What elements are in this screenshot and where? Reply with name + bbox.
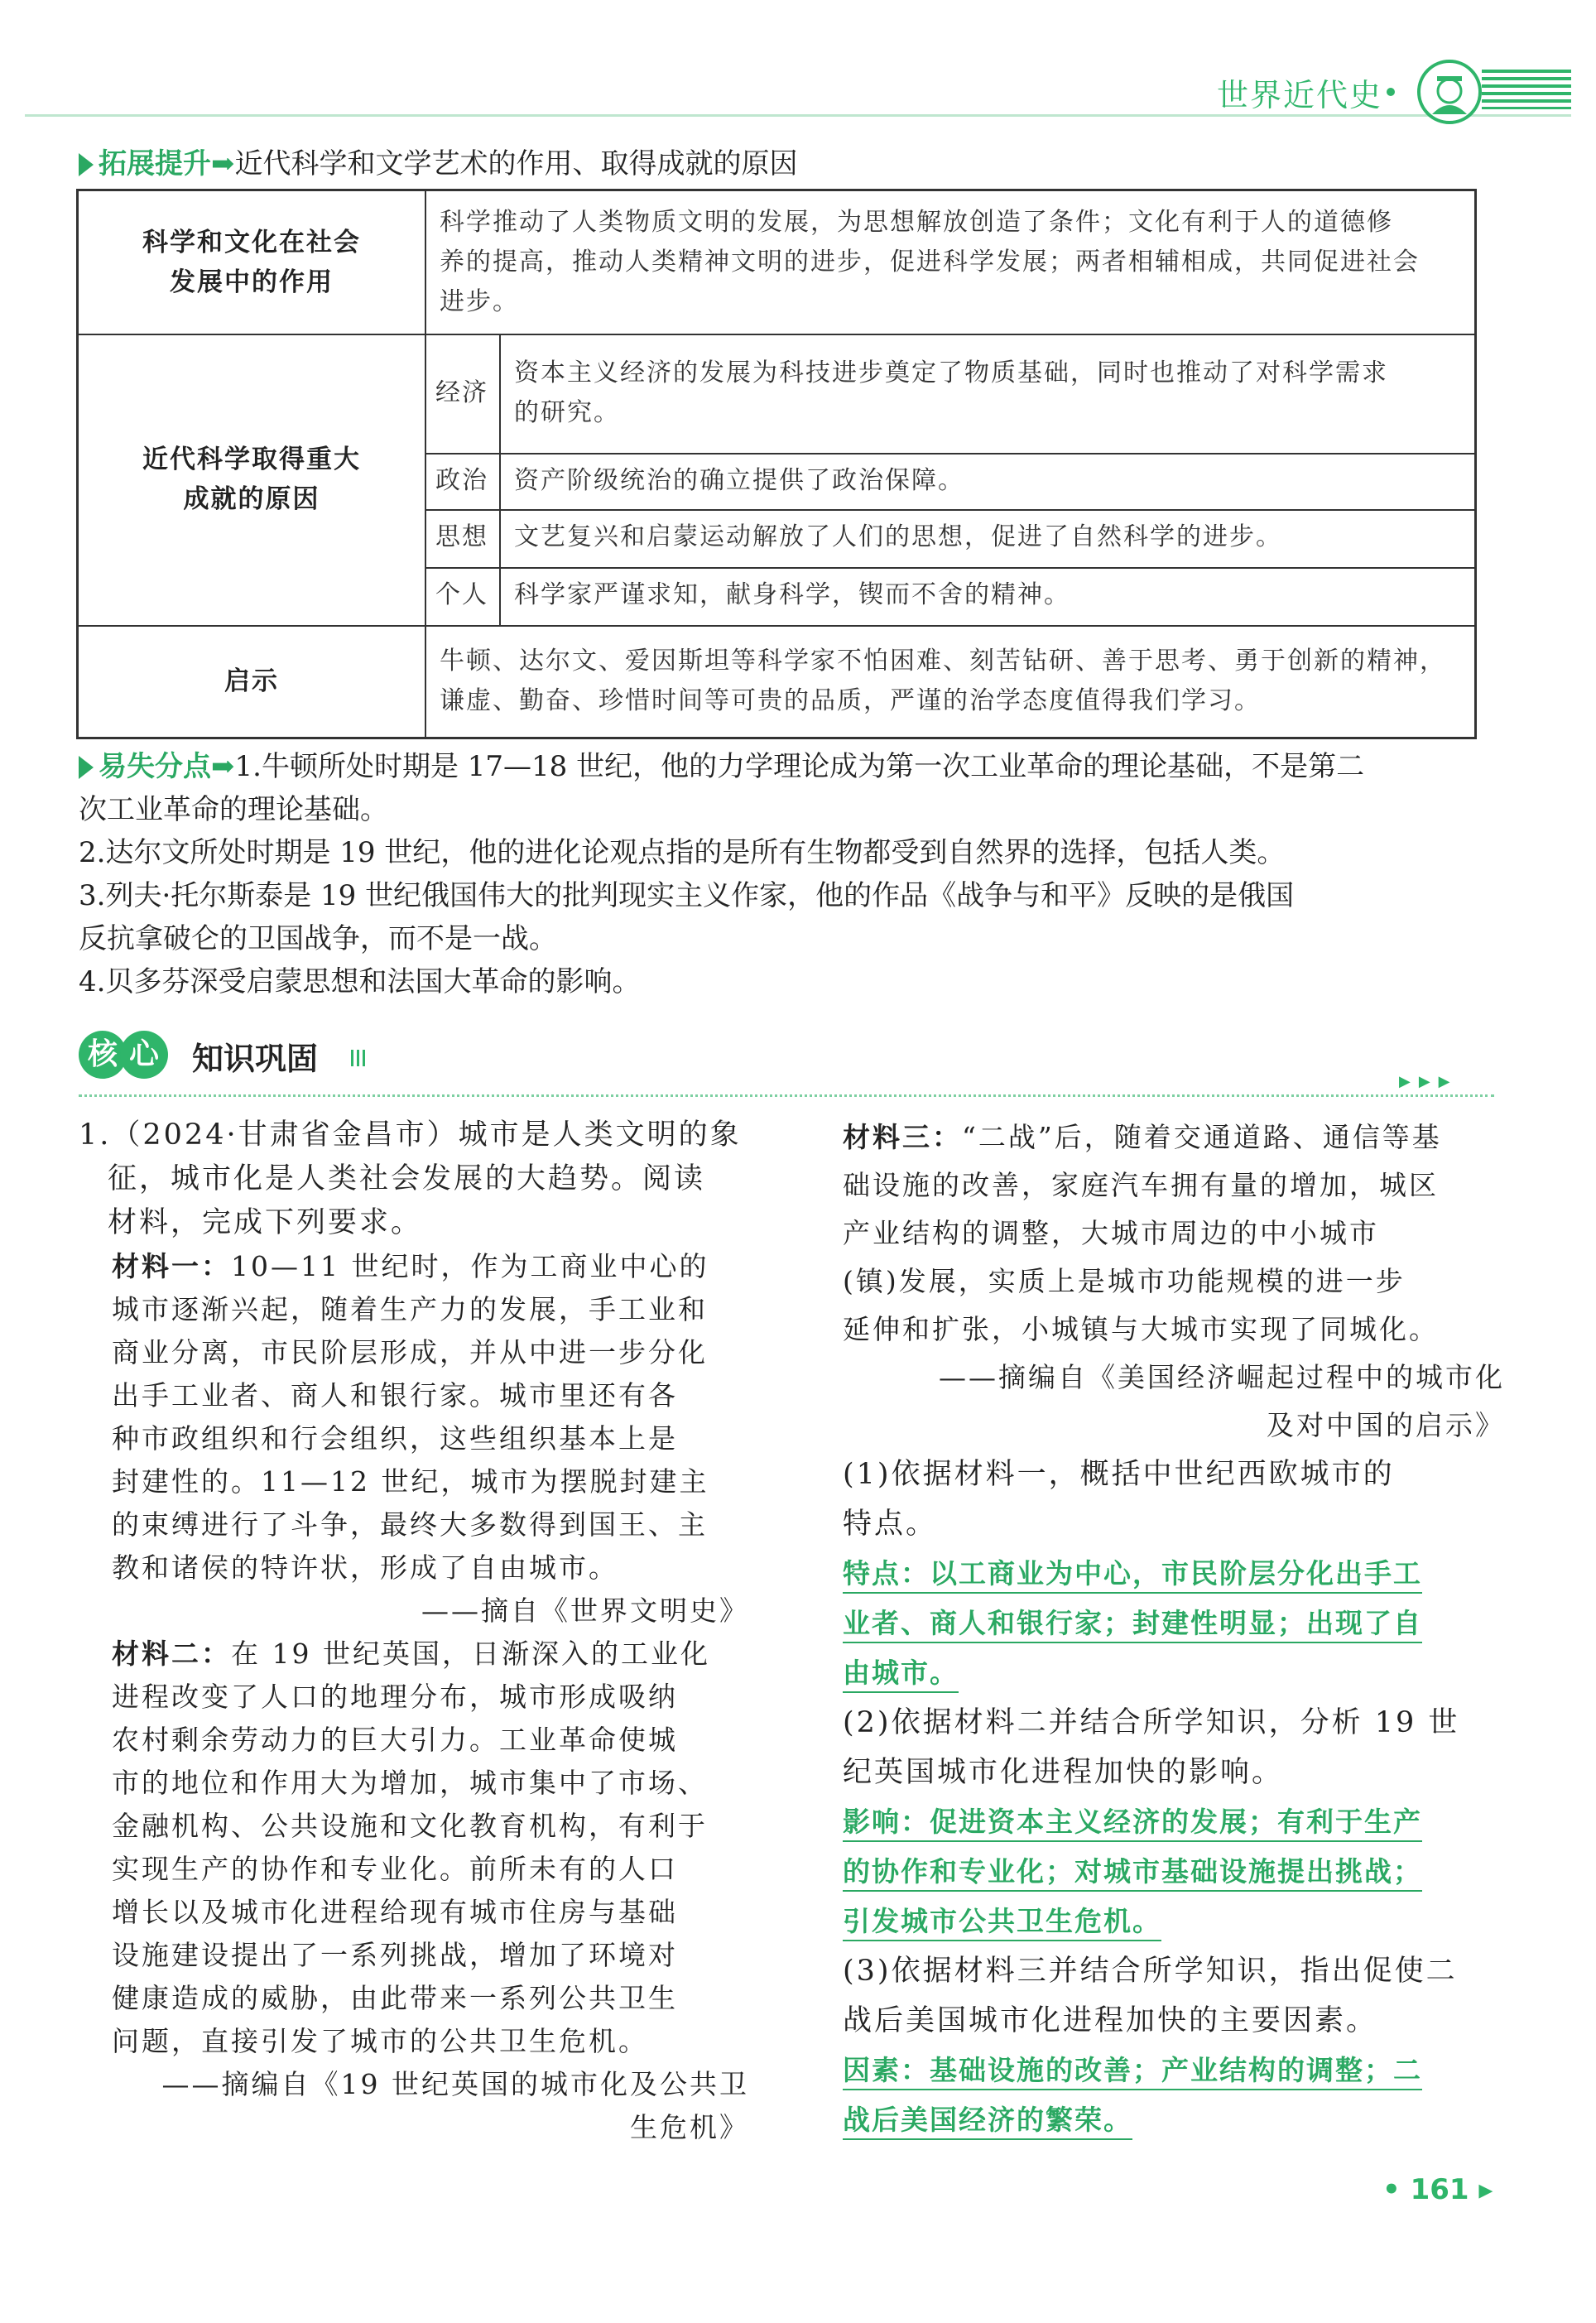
decor-arrows: ▶▶▶ [1399,1073,1459,1090]
page-number [1382,2173,1493,2206]
question-line: (2)依据材料二并结合所学知识，分析 19 世 [843,1706,1460,1739]
extension-heading-line [79,142,798,185]
answer-line: 引发城市公共卫生危机。 [843,1905,1161,1941]
pitfall-line: 2.达尔文所处时期是 19 世纪，他的进化论观点指的是所有生物都受到自然界的选择，包括人类。 [79,836,1286,869]
question-line: (3)依据材料三并结合所学知识，指出促使二 [843,1955,1458,1988]
pitfall-line: 3.列夫·托尔斯泰是 19 世纪俄国伟大的批判现实主义作家，他的作品《战争与和平》反映的是俄国 [79,879,1295,912]
row-body-line: 谦虚、勤奋、珍惜时间等可贵的品质，严谨的治学态度值得我们学习。 [440,686,1261,715]
page-dot: • [1382,2173,1401,2206]
reason-label: 思想 [435,522,488,551]
reason-line: 资本主义经济的发展为科技进步奠定了物质基础，同时也推动了对科学需求 [514,358,1388,387]
extension-table [76,189,1477,739]
material-line: 教和诸侯的特许状，形成了自由城市。 [112,1551,618,1584]
material-line: 10—11 世纪时，作为工商业中心的 [231,1250,709,1282]
intro-line: 1.（2024·甘肃省金昌市）城市是人类文明的象 [79,1118,742,1152]
material-source: 生危机》 [630,2111,749,2143]
sub-question-1 [843,1450,1505,1549]
material-line: 增长以及城市化进程给现有城市住房与基础 [112,1896,678,1928]
material-line: 市的地位和作用大为增加，城市集中了市场、 [112,1767,708,1799]
question-line: 纪英国城市化进程加快的影响。 [843,1756,1284,1789]
table-row-body-insight [440,642,1466,721]
table-row-head-insight: 启示 [224,666,279,696]
material-source: ——摘自《世界文明史》 [421,1594,749,1627]
material-line: 础设施的改善，家庭汽车拥有量的增加，城区 [843,1169,1439,1201]
answer-line: 战后美国经济的繁荣。 [843,2104,1132,2140]
question-right-column [843,1113,1505,2145]
material-one [79,1245,749,2149]
arrow-right-icon: ➡ [211,147,235,180]
answer-line: 特点：以工商业为中心，市民阶层分化出手工 [843,1557,1422,1594]
header-stripes [1482,70,1571,109]
pitfall-line: 反抗拿破仑的卫国战争，而不是一战。 [79,922,557,955]
section-title: 知识巩固 [192,1041,319,1077]
badge-circle: 核 [79,1031,127,1079]
material-line: 城市逐渐兴起，随着生产力的发展，手工业和 [112,1293,708,1325]
material-label: 材料一： [112,1250,231,1282]
chapter-title: 世界近代史 [1217,77,1383,113]
extension-tag: 拓展提升 [99,147,211,180]
reason-label: 经济 [435,378,488,407]
extension-heading: 近代科学和文学艺术的作用、取得成就的原因 [234,147,798,180]
question-left-column [79,1113,749,2149]
row-body-line: 科学推动了人类物质文明的发展，为思想解放创造了条件；文化有利于人的道德修 [440,208,1393,237]
material-source: ——摘编自《美国经济崛起过程中的城市化 [939,1361,1505,1393]
material-source: 及对中国的启示》 [1267,1409,1505,1441]
table-row-head-role [79,223,425,302]
material-line: 设施建设提出了一系列挑战，增加了环境对 [112,1939,678,1971]
material-line: 在 19 世纪英国，日渐深入的工业化 [231,1638,710,1670]
material-line: 进程改变了人口的地理分布，城市形成吸纳 [112,1681,678,1713]
material-line: 封建性的。11—12 世纪，城市为摆脱封建主 [112,1465,709,1498]
core-badge [79,1031,161,1079]
material-line: 延伸和扩张，小城镇与大城市实现了同城化。 [843,1313,1439,1345]
answer-1 [843,1549,1505,1698]
material-three [843,1113,1505,1450]
table-row-head-reasons [79,440,425,519]
material-line: 出手工业者、商人和银行家。城市里还有各 [112,1379,678,1412]
question-line: 特点。 [843,1508,938,1541]
row-head-line: 成就的原因 [183,484,320,514]
header-dot [1387,88,1395,96]
row-head-line: 近代科学取得重大 [142,445,361,474]
answer-line: 业者、商人和银行家；封建性明显；出现了自 [843,1607,1422,1643]
badge-circle: 心 [120,1031,168,1079]
sub-question-2 [843,1698,1505,1797]
material-label: 材料二： [112,1638,231,1670]
pitfall-line-1 [79,745,1502,788]
answer-2 [843,1797,1505,1946]
pitfalls-section [79,745,1502,1003]
intro-line: 材料，完成下列要求。 [108,1206,423,1239]
answer-line: 因素：基础设施的改善；产业结构的调整；二 [843,2054,1422,2090]
student-graduate-icon [1417,60,1482,124]
material-source: ——摘编自《19 世纪英国的城市化及公共卫 [161,2068,749,2100]
page-arrow-icon: ▸ [1469,2173,1493,2206]
row-head-line: 发展中的作用 [170,267,334,297]
reason-text: 资产阶级统治的确立提供了政治保障。 [514,466,964,495]
pitfalls-tag: 易失分点 [99,750,211,783]
section-rule [79,1094,1494,1097]
reason-text [514,354,1466,433]
triangle-icon [79,153,94,176]
question-line: 战后美国城市化进程加快的主要因素。 [843,2004,1378,2037]
arrow-right-icon: ➡ [211,750,235,783]
answer-line: 影响：促进资本主义经济的发展；有利于生产 [843,1806,1422,1842]
material-line: 金融机构、公共设施和文化教育机构，有利于 [112,1810,708,1842]
pitfall-line: 次工业革命的理论基础。 [79,793,388,826]
material-line: 农村剩余劳动力的巨大引力。工业革命使城 [112,1724,678,1756]
reason-text: 文艺复兴和启蒙运动解放了人们的思想，促进了自然科学的进步。 [514,522,1282,551]
question-line: (1)依据材料一，概括中世纪西欧城市的 [843,1458,1395,1491]
answer-line: 的协作和专业化；对城市基础设施提出挑战； [843,1855,1422,1892]
material-line: 实现生产的协作和专业化。前所未有的人口 [112,1853,678,1885]
answer-line: 由城市。 [843,1657,959,1693]
pitfall-text: 1.牛顿所处时期是 17—18 世纪，他的力学理论成为第一次工业革命的理论基础，不是第二 [234,750,1365,783]
decor-dots [351,1050,368,1066]
row-body-line: 进步。 [440,287,519,316]
row-body-line: 养的提高，推动人类精神文明的进步，促进科学发展；两者相辅相成，共同促进社会 [440,248,1420,277]
pitfall-line: 4.贝多芬深受启蒙思想和法国大革命的影响。 [79,965,641,998]
material-line: 产业结构的调整，大城市周边的中小城市 [843,1217,1379,1249]
material-line: 健康造成的威胁，由此带来一系列公共卫生 [112,1982,678,2014]
triangle-icon [79,756,94,779]
table-row-body-role [440,203,1466,322]
intro-line: 征，城市化是人类社会发展的大趋势。阅读 [108,1162,706,1195]
answer-3 [843,2046,1505,2145]
reason-text: 科学家严谨求知，献身科学，锲而不舍的精神。 [514,580,1070,609]
reason-label: 政治 [435,466,488,495]
row-head-line: 科学和文化在社会 [142,228,361,257]
page-number-text: 161 [1410,2173,1469,2206]
material-line: 商业分离，市民阶层形成，并从中进一步分化 [112,1336,708,1368]
reason-label: 个人 [435,580,488,609]
material-label: 材料三： [843,1121,962,1153]
material-line: 问题，直接引发了城市的公共卫生危机。 [112,2025,648,2057]
material-line: 的束缚进行了斗争，最终大多数得到国王、主 [112,1508,708,1541]
material-line: (镇)发展，实质上是城市功能规模的进一步 [843,1265,1406,1297]
reason-line: 的研究。 [514,398,620,427]
sub-question-3 [843,1946,1505,2046]
question-intro [79,1113,749,1245]
material-line: 种市政组织和行会组织，这些组织基本上是 [112,1422,678,1455]
material-line: “二战”后，随着交通道路、通信等基 [962,1121,1442,1153]
row-body-line: 牛顿、达尔文、爱因斯坦等科学家不怕困难、刻苦钻研、善于思考、勇于创新的精神， [440,647,1446,676]
